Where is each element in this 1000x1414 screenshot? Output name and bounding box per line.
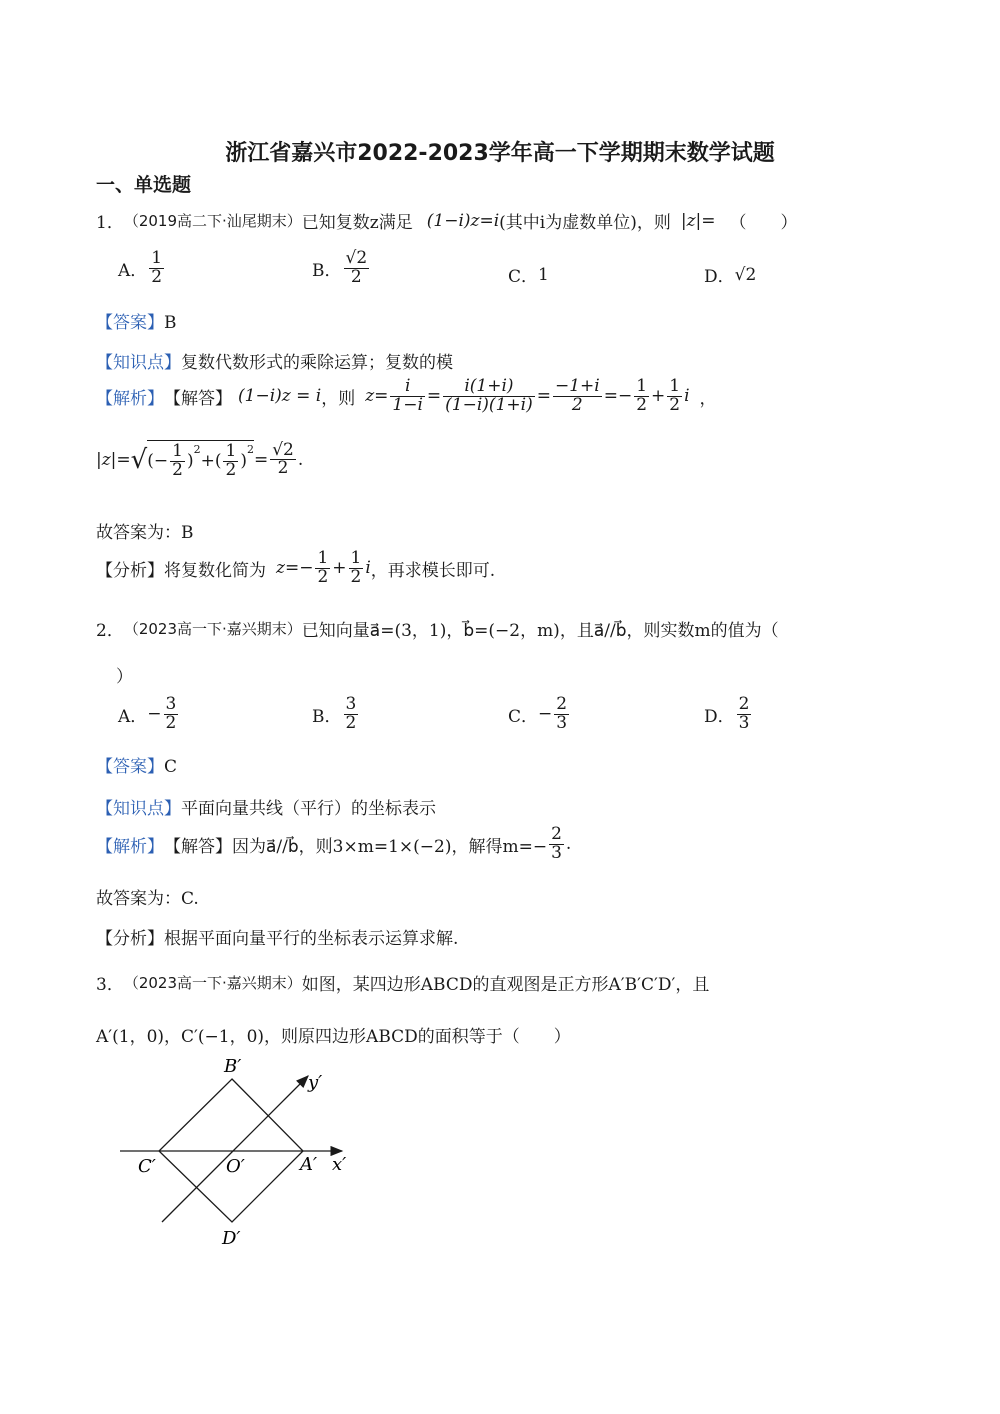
q1-stem-paren: （ ） bbox=[729, 213, 798, 233]
solution-text: 【解答】因为a⃗//b⃗，则3×m=1×(−2)，解得m=− bbox=[164, 836, 548, 857]
label-o: O′ bbox=[226, 1156, 245, 1177]
q3-figure bbox=[110, 1052, 370, 1252]
answer-value: C bbox=[164, 757, 178, 777]
option-label: D． bbox=[704, 267, 735, 287]
option-label: A． bbox=[118, 260, 148, 281]
option-label: A． bbox=[118, 706, 148, 727]
q1-knowledge-point bbox=[96, 348, 453, 373]
fraction: $\frac{1}{2}$ bbox=[151, 248, 163, 287]
q1-answer bbox=[96, 308, 177, 333]
q3-stem-line1 bbox=[96, 970, 709, 995]
fraction: $\frac{1}{2}$ bbox=[317, 548, 329, 587]
q1-option-b bbox=[312, 250, 371, 287]
q3-stem-line2: A′(1，0)，C′(−1，0)，则原四边形ABCD的面积等于（ ） bbox=[96, 1027, 571, 1047]
kp-tag: 【知识点】 bbox=[96, 799, 181, 819]
option-label: B． bbox=[312, 260, 342, 281]
kp-text: 复数代数形式的乘除运算；复数的模 bbox=[181, 353, 453, 373]
q2-option-b bbox=[312, 696, 360, 733]
imag-unit: i bbox=[365, 558, 371, 579]
fraction: $\frac{1}{2}$ bbox=[172, 441, 183, 480]
q1-analysis bbox=[96, 550, 495, 587]
q2-stem-close: ） bbox=[116, 667, 133, 687]
eq: = bbox=[536, 386, 551, 407]
q2-conclusion: 故答案为：C. bbox=[96, 889, 199, 909]
label-c: C′ bbox=[138, 1156, 156, 1177]
minus: − bbox=[538, 704, 553, 725]
fraction: $\frac{-1+i}{2}$ bbox=[554, 376, 600, 415]
eq: = bbox=[603, 386, 618, 407]
q2-option-c bbox=[508, 696, 571, 733]
q1-source: （2019高二下·汕尾期末） bbox=[123, 212, 302, 230]
answer-value: B bbox=[164, 313, 177, 333]
q2-number: 2． bbox=[96, 621, 124, 641]
minus: − bbox=[147, 704, 162, 725]
q1-stem-a: 已知复数z满足 bbox=[301, 213, 413, 233]
q1-stem-expr: (1−i)z=i bbox=[426, 210, 500, 231]
y-axis bbox=[162, 1076, 308, 1222]
analysis-text: 将复数化简为 bbox=[164, 560, 266, 581]
fraction: $\frac{3}{2}$ bbox=[345, 694, 357, 733]
analysis-tag: 【分析】 bbox=[96, 560, 164, 581]
answer-tag: 【答案】 bbox=[96, 757, 164, 777]
period: . bbox=[297, 449, 304, 470]
fraction: $\frac{2}{3}$ bbox=[556, 694, 568, 733]
option-label: C． bbox=[508, 267, 539, 287]
analysis-text: 根据平面向量平行的坐标表示运算求解. bbox=[164, 929, 459, 949]
q2-analysis bbox=[96, 924, 458, 949]
label-d: D′ bbox=[222, 1228, 241, 1249]
plus: + bbox=[651, 386, 666, 407]
solution-label: 【解答】 bbox=[164, 388, 232, 409]
q3-stem-text: 如图，某四边形ABCD的直观图是正方形A′B′C′D′，且 bbox=[301, 975, 710, 995]
eq: = bbox=[253, 449, 269, 470]
math-expr: z= bbox=[365, 386, 389, 407]
q1-solution-line1 bbox=[96, 378, 717, 415]
sqrt-body bbox=[147, 440, 254, 480]
exponent: 2 bbox=[193, 443, 201, 456]
option-value: 1 bbox=[538, 264, 549, 285]
imag-unit: i bbox=[684, 386, 690, 407]
eq: = bbox=[426, 386, 442, 407]
paren: ) bbox=[240, 451, 247, 472]
analysis-tag: 【分析】 bbox=[96, 929, 164, 949]
q2-stem-text: 已知向量a⃗=(3，1)，b⃗=(−2，m)，且a⃗//b⃗，则实数m的值为（ bbox=[301, 621, 779, 641]
section-heading: 一、单选题 bbox=[96, 174, 192, 196]
q1-solution-line2 bbox=[96, 440, 303, 480]
fraction: $\frac{1}{2}$ bbox=[669, 376, 681, 415]
fraction: $\frac{3}{2}$ bbox=[165, 694, 177, 733]
q1-stem-mod: |z|= bbox=[680, 210, 716, 231]
solution-tag: 【解析】 bbox=[96, 388, 164, 409]
text: ，则 bbox=[321, 388, 356, 409]
comma: ， bbox=[699, 388, 717, 409]
solution-tag: 【解析】 bbox=[96, 836, 164, 857]
answer-tag: 【答案】 bbox=[96, 313, 164, 333]
sqrt-sign: √ bbox=[130, 444, 148, 475]
q2-solution bbox=[96, 826, 571, 863]
q3-number: 3． bbox=[96, 975, 124, 995]
option-label: D． bbox=[704, 706, 735, 727]
fraction: $\frac{i(1+i)}{(1-i)(1+i)}$ bbox=[445, 376, 533, 415]
math-expr: |z|= bbox=[96, 449, 131, 470]
q1-option-a bbox=[118, 250, 166, 287]
q2-source: （2023高一下·嘉兴期末） bbox=[123, 620, 302, 638]
q2-answer bbox=[96, 752, 177, 777]
fraction: $\frac{2}{3}$ bbox=[738, 694, 750, 733]
q1-stem-c: (其中i为虚数单位)，则 bbox=[499, 213, 671, 233]
plus: + bbox=[332, 558, 347, 579]
kp-tag: 【知识点】 bbox=[96, 353, 181, 373]
label-b: B′ bbox=[224, 1056, 242, 1077]
analysis-text: ，再求模长即可. bbox=[370, 560, 496, 581]
label-y: y′ bbox=[308, 1072, 323, 1093]
kp-text: 平面向量共线（平行）的坐标表示 bbox=[181, 799, 436, 819]
math-expr: z=− bbox=[276, 558, 314, 579]
option-label: B． bbox=[312, 706, 342, 727]
paren: (− bbox=[147, 451, 169, 472]
fraction: $\frac{1}{2}$ bbox=[350, 548, 362, 587]
q2-knowledge-point bbox=[96, 794, 436, 819]
q3-source: （2023高一下·嘉兴期末） bbox=[123, 974, 302, 992]
fraction: $\frac{1}{2}$ bbox=[225, 441, 237, 480]
q1-option-c bbox=[508, 262, 549, 287]
q2-stem bbox=[96, 616, 779, 641]
label-x: x′ bbox=[332, 1154, 347, 1175]
exponent: 2 bbox=[246, 443, 254, 456]
math-expr: (1−i)z = i bbox=[238, 386, 322, 407]
fraction: $\frac{1}{2}$ bbox=[636, 376, 648, 415]
period: . bbox=[565, 834, 572, 855]
paren: ) bbox=[186, 451, 194, 472]
fraction: $\frac{√2}{2}$ bbox=[272, 439, 294, 479]
q2-option-d bbox=[704, 696, 753, 733]
q1-stem bbox=[96, 208, 798, 233]
q2-option-a bbox=[118, 696, 180, 733]
page-title: 浙江省嘉兴市2022-2023学年高一下学期期末数学试题 bbox=[225, 141, 775, 166]
plus: +( bbox=[200, 451, 222, 472]
option-value: √2 bbox=[734, 264, 757, 285]
fraction: $\frac{√2}{2}$ bbox=[345, 248, 368, 287]
minus: − bbox=[617, 386, 633, 407]
q1-option-d bbox=[704, 262, 756, 287]
q1-number: 1． bbox=[96, 213, 124, 233]
fraction: $\frac{2}{3}$ bbox=[551, 824, 562, 863]
label-a: A′ bbox=[300, 1154, 318, 1175]
fraction: $\frac{i}{1-i}$ bbox=[392, 376, 423, 415]
option-label: C． bbox=[508, 706, 539, 727]
q1-conclusion: 故答案为：B bbox=[96, 523, 194, 543]
